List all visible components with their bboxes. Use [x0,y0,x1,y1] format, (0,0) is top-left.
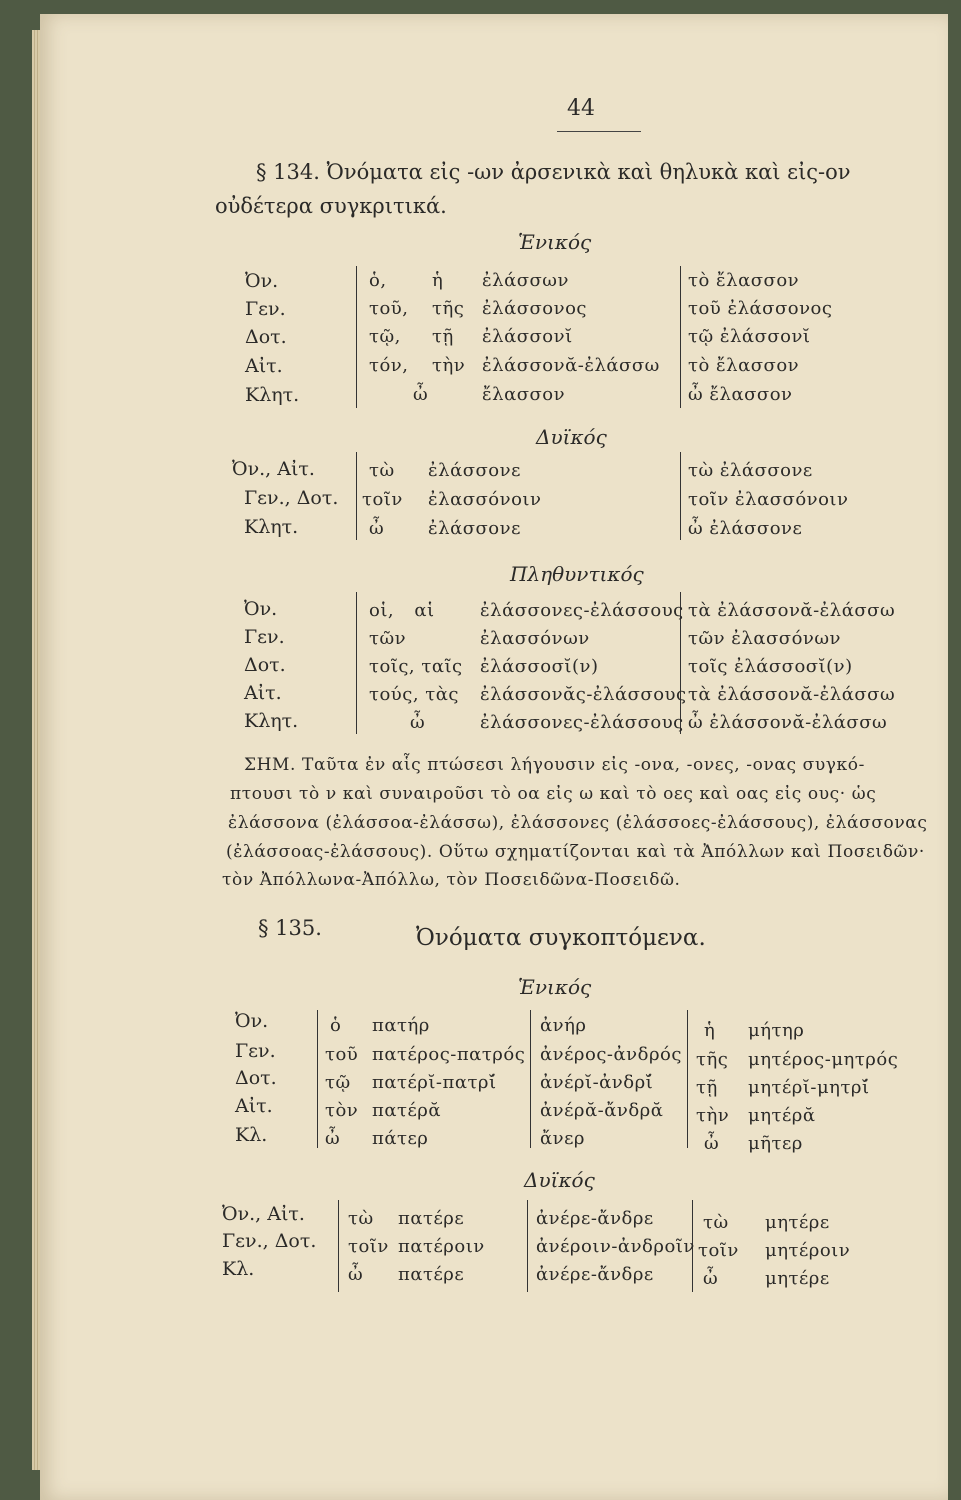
article-cell: τοῦ [325,1044,359,1065]
article-cell: τῆς [696,1049,729,1070]
table-divider [680,266,681,408]
pater-cell: πατέρε [398,1208,465,1229]
form-cell: ἐλάσσων [482,270,569,291]
meter-cell: μήτηρ [748,1020,805,1041]
article-cell: τῷ [325,1072,351,1093]
aner-cell: ἀνέρᾰ-ἄνδρᾰ [540,1100,664,1121]
form-cell: ἐλασσόνοιν [428,489,542,510]
table-divider [527,1200,528,1292]
aner-cell: ἀνέρῐ-ἀνδρῐ́ [540,1072,654,1093]
neuter-cell: τῷ ἐλάσσονῐ [688,326,811,347]
form-cell: ἐλασσόνων [480,628,590,649]
neuter-cell: τῶν ἐλασσόνων [688,628,841,649]
table-divider [356,452,357,540]
neuter-cell: τὰ ἐλάσσονᾰ-ἐλάσσω [688,684,896,705]
table-divider [356,592,357,734]
case-label: Δοτ. [235,1067,277,1089]
meter-cell: μητέρος-μητρός [748,1049,899,1070]
pater-cell: πατέρος-πατρός [372,1044,526,1065]
neuter-cell: ὦ ἐλάσσονε [688,518,803,539]
aner-cell: ἀνήρ [540,1015,587,1036]
case-label: Γεν., Δοτ. [222,1230,317,1252]
meter-cell: μῆτερ [748,1133,803,1154]
form-cell: ἐλάσσονες-ἐλάσσους [480,712,684,733]
table-divider [687,1010,688,1148]
singular-heading: Ἑνικός [518,975,592,999]
case-label: Ὀν., Αἰτ. [222,1203,305,1225]
page-number-rule [557,131,641,132]
aner-cell: ἀνέρος-ἀνδρός [540,1044,682,1065]
page-number: 44 [567,96,595,121]
case-label: Δοτ. [244,654,286,676]
pater-cell: πατέρε [398,1264,465,1285]
article-cell: τὼ [348,1208,374,1229]
article-cell: τόν, [369,355,409,376]
pater-cell: πατέρᾰ [372,1100,442,1121]
section-134-title: § 134. Ὀνόματα εἰς -ων ἀρσενικὰ καὶ θηλυκὰ καὶ εἰς-ον [256,160,851,184]
meter-cell: μητέρε [765,1268,830,1289]
case-label: Γεν. [235,1040,276,1062]
case-label: Γεν. [244,626,285,648]
form-cell: ἐλάσσονε [428,518,521,539]
article-cell: ὦ [325,1128,341,1149]
article-cell: τὼ [369,460,395,481]
pater-cell: πατέρῐ-πατρῐ́ [372,1072,497,1093]
plural-heading: Πληθυντικός [510,562,644,586]
form-cell: ἐλάσσονος [482,298,587,319]
aner-cell: ἀνέροιν-ἀνδροῖν [536,1236,695,1257]
article-cell: τούς, τὰς [369,684,459,705]
neuter-cell: τὼ ἐλάσσονε [688,460,813,481]
aner-cell: ἀνέρε-ἄνδρε [536,1264,654,1285]
neuter-cell: τοῦ ἐλάσσονος [688,298,833,319]
form-cell: ἐλάσσονες-ἐλάσσους [480,600,684,621]
article-cell: τῆς [432,298,465,319]
section-135-title: Ὀνόματα συγκοπτόμενα. [416,925,706,951]
dual-heading: Δυϊκός [524,1168,595,1192]
note-line: ΣΗΜ. Ταῦτα ἐν αἷς πτώσεσι λήγουσιν εἰς -ονα, -ονες, -ονας συγκό- [244,755,865,775]
section-134-title-cont: οὐδέτερα συγκριτικά. [215,194,447,218]
meter-cell: μητέροιν [765,1240,851,1261]
article-cell: τοῖν [348,1236,389,1257]
case-label: Κλ. [222,1258,255,1280]
article-cell: τὴν [432,355,466,376]
article-cell: τὼ [703,1212,729,1233]
note-line: (ἐλάσσοας-ἐλάσσους). Οὕτω σχηματίζονται καὶ τὰ Ἀπόλλων καὶ Ποσειδῶν· [226,842,925,862]
case-label: Κλητ. [244,710,299,732]
article-cell: ὁ [330,1015,342,1036]
article-cell: ὁ, [369,270,387,291]
meter-cell: μητέρᾰ [748,1105,816,1126]
neuter-cell: ὦ ἔλασσον [688,384,793,405]
form-cell: ἔλασσον [482,384,566,405]
article-cell: ὦ [703,1268,719,1289]
article-cell: ὦ [348,1264,364,1285]
article-cell: ὦ [410,712,426,733]
article-cell: τὸν [325,1100,359,1121]
case-label: Αἰτ. [235,1095,273,1117]
table-divider [356,266,357,408]
case-label: Κλ. [235,1124,268,1146]
article-cell: τοῖν [698,1240,739,1261]
neuter-cell: ὦ ἐλάσσονᾰ-ἐλάσσω [688,712,888,733]
neuter-cell: τοῖν ἐλασσόνοιν [688,489,849,510]
form-cell: ἐλάσσονε [428,460,521,481]
pater-cell: πατέροιν [398,1236,485,1257]
table-divider [317,1010,318,1148]
article-cell: τοῦ, [369,298,409,319]
article-cell: ὦ [369,518,385,539]
note-line: τὸν Ἀπόλλωνα-Ἀπόλλω, τὸν Ποσειδῶνα-Ποσειδῶ. [222,870,681,890]
neuter-cell: τοῖς ἐλάσσοσῐ(ν) [688,656,853,677]
case-label: Γεν., Δοτ. [244,487,339,509]
case-label: Ὀν. [244,598,278,620]
article-cell: ὦ [704,1133,720,1154]
case-label: Κλητ. [244,516,299,538]
aner-cell: ἄνερ [540,1128,586,1149]
neuter-cell: τὸ ἔλασσον [688,355,800,376]
case-label: Γεν. [245,298,286,320]
case-label: Ὀν., Αἰτ. [232,458,315,480]
note-line: ἐλάσσονα (ἐλάσσοα-ἐλάσσω), ἐλάσσονες (ἐλάσσοες-ἐλάσσους), ἐλάσσονας [228,813,928,833]
article-cell: ἡ [704,1020,716,1041]
article-cell: τῷ, [369,326,401,347]
meter-cell: μητέρε [765,1212,830,1233]
table-divider [680,452,681,540]
article-cell: τῇ [696,1077,718,1098]
case-label: Αἰτ. [245,355,283,377]
case-label: Αἰτ. [244,682,282,704]
neuter-cell: τὸ ἔλασσον [688,270,800,291]
article-cell: τῶν [369,628,407,649]
form-cell: ἐλάσσονῐ [482,326,573,347]
dual-heading: Δυϊκός [536,425,607,449]
note-line: πτουσι τὸ ν καὶ συναιροῦσι τὸ οα εἰς ω καὶ τὸ οες καὶ οας εἰς ους· ὡς [230,784,877,804]
neuter-cell: τὰ ἐλάσσονᾰ-ἐλάσσω [688,600,896,621]
article-cell: τοῖς, ταῖς [369,656,463,677]
article-cell: οἱ, αἱ [369,600,435,621]
meter-cell: μητέρῐ-μητρῐ́ [748,1077,870,1098]
article-cell: τοῖν [362,489,403,510]
pater-cell: πατήρ [372,1015,430,1036]
case-label: Δοτ. [245,326,287,348]
pater-cell: πάτερ [372,1128,429,1149]
form-cell: ἐλάσσονᾰς-ἐλάσσους [480,684,687,705]
article-cell: ὦ [413,384,429,405]
singular-heading: Ἑνικός [518,230,592,254]
case-label: Ὀν. [245,270,279,292]
form-cell: ἐλάσσοσῐ(ν) [480,656,599,677]
aner-cell: ἀνέρε-ἄνδρε [536,1208,654,1229]
article-cell: τὴν [696,1105,730,1126]
table-divider [338,1200,339,1292]
article-cell: τῇ [432,326,454,347]
article-cell: ἡ [432,270,444,291]
form-cell: ἐλάσσονᾰ-ἐλάσσω [482,355,660,376]
case-label: Ὀν. [235,1010,269,1032]
section-135-number: § 135. [258,916,322,940]
case-label: Κλητ. [245,384,300,406]
table-divider [530,1010,531,1148]
